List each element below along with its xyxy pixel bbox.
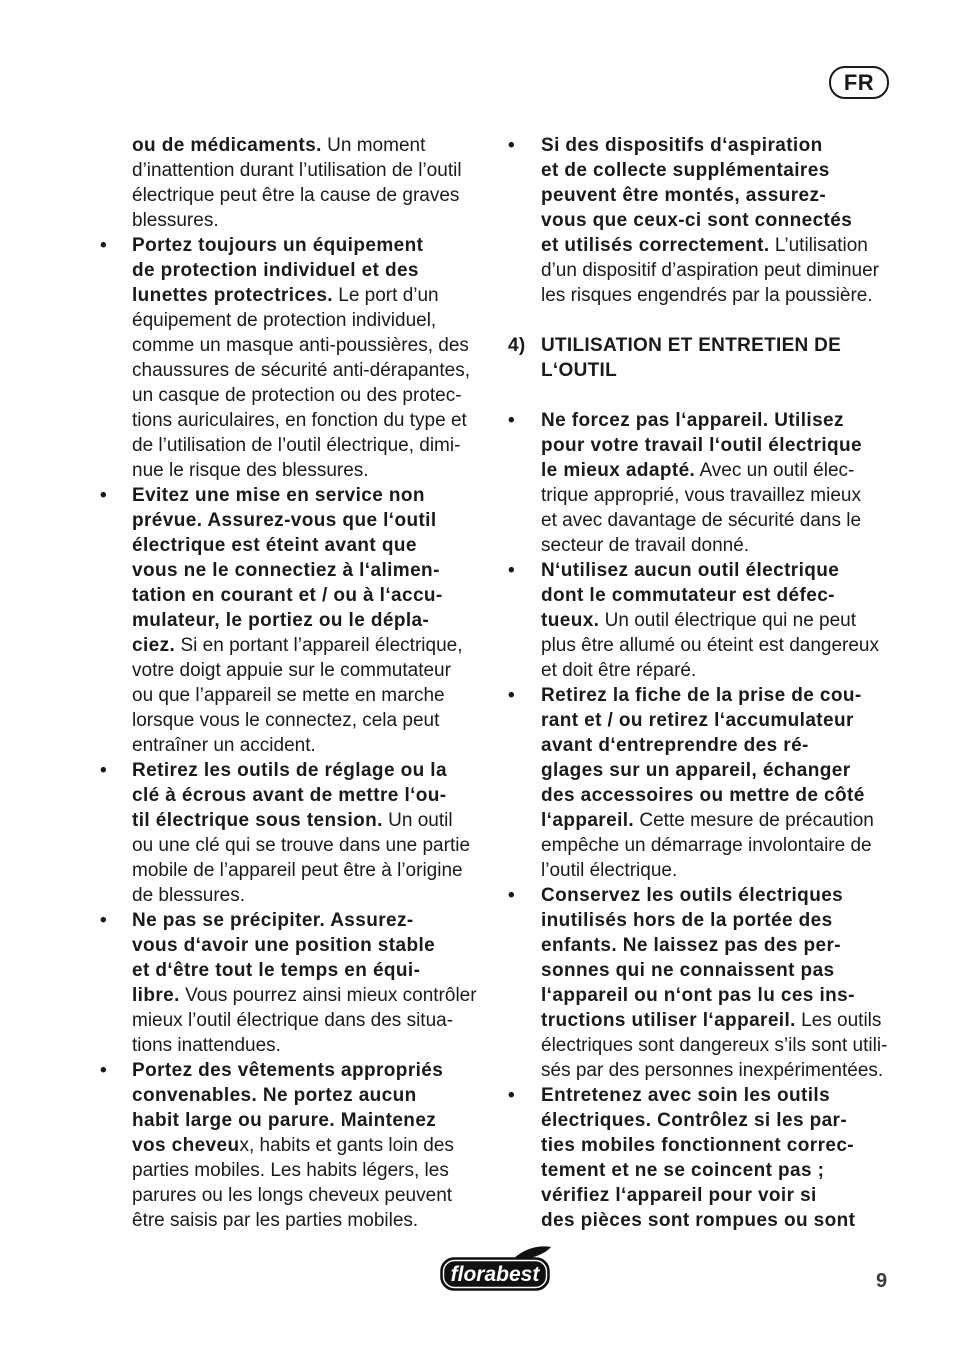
text-line bbox=[132, 383, 490, 408]
text-line bbox=[541, 633, 898, 658]
bullet-marker: • bbox=[508, 135, 515, 156]
text-line bbox=[132, 708, 490, 733]
bold-lead-text: ties mobiles fonctionnent correc- bbox=[541, 1135, 855, 1156]
body-text: tions inattendues. bbox=[132, 1035, 281, 1056]
bold-lead-text: Portez des vêtements appropriés bbox=[132, 1060, 444, 1081]
body-text: Le port d’un bbox=[332, 285, 439, 306]
text-line bbox=[132, 158, 490, 183]
bullet-item bbox=[100, 908, 490, 1058]
bullet-item bbox=[508, 883, 898, 1083]
body-text: un casque de protection ou des protec- bbox=[132, 385, 462, 406]
bold-lead-text: Ne pas se précipiter. Assurez- bbox=[132, 910, 414, 931]
left-column bbox=[100, 133, 490, 1233]
text-line bbox=[541, 233, 898, 258]
bullet-marker: • bbox=[100, 235, 107, 256]
text-line bbox=[541, 933, 898, 958]
text-line bbox=[132, 533, 490, 558]
body-text: votre doigt appuie sur le commutateur bbox=[132, 660, 451, 681]
bold-lead-text: le mieux adapté. bbox=[541, 460, 696, 481]
section-title-line: UTILISATION ET ENTRETIEN DE bbox=[541, 335, 842, 356]
text-line bbox=[132, 658, 490, 683]
body-text: secteur de travail donné. bbox=[541, 535, 750, 556]
bold-lead-text: vérifiez l‘appareil pour voir si bbox=[541, 1185, 817, 1206]
text-line bbox=[132, 283, 490, 308]
bullet-marker: • bbox=[508, 410, 515, 431]
body-text: nue le risque des blessures. bbox=[132, 460, 369, 481]
body-text: mobile de l’appareil peut être à l’origine bbox=[132, 860, 463, 881]
bullet-marker: • bbox=[508, 1085, 515, 1106]
body-text: parures ou les longs cheveux peuvent bbox=[132, 1185, 453, 1206]
text-line bbox=[132, 508, 490, 533]
bold-lead-text: vous que ceux-ci sont connectés bbox=[541, 210, 853, 231]
bold-lead-text: mulateur, le portiez ou le dépla- bbox=[132, 610, 430, 631]
body-text: de l’utilisation de l’outil électrique, dimi- bbox=[132, 435, 461, 456]
bullet-item bbox=[100, 758, 490, 908]
bold-lead-text: avant d‘entreprendre des ré- bbox=[541, 735, 809, 756]
body-text: Un moment bbox=[321, 135, 426, 156]
text-line bbox=[541, 183, 898, 208]
text-line bbox=[132, 783, 490, 808]
text-line bbox=[132, 808, 490, 833]
text-line bbox=[541, 908, 898, 933]
body-text: l’outil électrique. bbox=[541, 860, 678, 881]
text-line bbox=[541, 808, 898, 833]
text-line bbox=[541, 658, 898, 683]
page-number: 9 bbox=[876, 1270, 888, 1292]
text-line bbox=[132, 183, 490, 208]
text-line bbox=[541, 858, 898, 883]
text-line bbox=[132, 733, 490, 758]
text-line bbox=[541, 458, 898, 483]
body-text: Cette mesure de précaution bbox=[634, 810, 874, 831]
body-text: lorsque vous le connectez, cela peut bbox=[132, 710, 440, 731]
bold-lead-text: Conservez les outils électriques bbox=[541, 885, 844, 906]
text-line bbox=[541, 1108, 898, 1133]
bold-lead-text: et d‘être tout le temps en équi- bbox=[132, 960, 421, 981]
bold-lead-text: tation en courant et / ou à l‘accu- bbox=[132, 585, 443, 606]
text-line bbox=[132, 558, 490, 583]
bold-lead-text: tement et ne se coincent pas ; bbox=[541, 1160, 825, 1181]
body-text: Vous pourrez ainsi mieux contrôler bbox=[179, 985, 477, 1006]
right-column-items-before bbox=[508, 133, 898, 308]
text-line bbox=[132, 933, 490, 958]
bold-lead-text: Portez toujours un équipement bbox=[132, 235, 424, 256]
body-text: comme un masque anti-poussières, des bbox=[132, 335, 469, 356]
text-line bbox=[132, 633, 490, 658]
body-text: trique approprié, vous travaillez mieux bbox=[541, 485, 861, 506]
text-line bbox=[132, 608, 490, 633]
text-line bbox=[541, 708, 898, 733]
text-line bbox=[132, 258, 490, 283]
body-text: équipement de protection individuel, bbox=[132, 310, 437, 331]
bullet-item bbox=[508, 558, 898, 683]
bold-lead-text: Retirez les outils de réglage ou la bbox=[132, 760, 447, 781]
text-line bbox=[541, 783, 898, 808]
text-line bbox=[132, 458, 490, 483]
body-text: électrique peut être la cause de graves bbox=[132, 185, 460, 206]
body-text: Si en portant l’appareil électrique, bbox=[175, 635, 463, 656]
body-text: empêche un démarrage involontaire de bbox=[541, 835, 872, 856]
logo-text: florabest bbox=[450, 1263, 540, 1286]
bold-lead-text: N‘utilisez aucun outil électrique bbox=[541, 560, 840, 581]
bold-lead-text: Entretenez avec soin les outils bbox=[541, 1085, 831, 1106]
bullet-item bbox=[508, 683, 898, 883]
body-text: blessures. bbox=[132, 210, 219, 231]
text-line bbox=[541, 683, 898, 708]
text-line bbox=[132, 833, 490, 858]
bullet-marker: • bbox=[508, 885, 515, 906]
bold-lead-text: lunettes protectrices. bbox=[132, 285, 333, 306]
bold-lead-text: til électrique sous tension. bbox=[132, 810, 383, 831]
bold-lead-text: tueux. bbox=[541, 610, 600, 631]
bullet-marker: • bbox=[508, 560, 515, 581]
body-text: L’utilisation bbox=[769, 235, 868, 256]
text-line bbox=[132, 1083, 490, 1108]
bullet-item bbox=[508, 133, 898, 308]
text-line bbox=[541, 1058, 898, 1083]
bold-lead-text: Evitez une mise en service non bbox=[132, 485, 425, 506]
bold-lead-text: Si des dispositifs d‘aspiration bbox=[541, 135, 823, 156]
text-line bbox=[541, 158, 898, 183]
text-line bbox=[541, 258, 898, 283]
text-line bbox=[541, 483, 898, 508]
bold-lead-text: Retirez la fiche de la prise de cou- bbox=[541, 685, 862, 706]
body-text: ou que l’appareil se mette en marche bbox=[132, 685, 445, 706]
bold-lead-text: vous ne le connectiez à l‘alimen- bbox=[132, 560, 440, 581]
bullet-item bbox=[100, 1058, 490, 1233]
bold-lead-text: et de collecte supplémentaires bbox=[541, 160, 830, 181]
bold-lead-text: tructions utiliser l‘appareil. bbox=[541, 1010, 796, 1031]
text-line bbox=[132, 308, 490, 333]
bold-lead-text: l‘appareil ou n‘ont pas lu ces ins- bbox=[541, 985, 855, 1006]
bold-lead-text: de protection individuel et des bbox=[132, 260, 419, 281]
text-line bbox=[541, 583, 898, 608]
text-line bbox=[541, 833, 898, 858]
text-line bbox=[132, 1058, 490, 1083]
bullet-marker: • bbox=[100, 1060, 107, 1081]
text-line bbox=[541, 608, 898, 633]
bold-lead-text: libre. bbox=[132, 985, 180, 1006]
body-text: et doit être réparé. bbox=[541, 660, 697, 681]
text-line bbox=[541, 758, 898, 783]
text-line bbox=[132, 908, 490, 933]
bold-lead-text: des accessoires ou mettre de côté bbox=[541, 785, 865, 806]
bold-lead-text: électriques. Contrôlez si les par- bbox=[541, 1110, 848, 1131]
bold-lead-text: Ne forcez pas l‘appareil. Utilisez bbox=[541, 410, 844, 431]
bold-lead-text: ou de médicaments. bbox=[132, 135, 322, 156]
text-line bbox=[132, 358, 490, 383]
text-line bbox=[132, 483, 490, 508]
text-line bbox=[132, 233, 490, 258]
bold-lead-text: dont le commutateur est défec- bbox=[541, 585, 835, 606]
body-text: Les outils bbox=[795, 1010, 882, 1031]
left-column-items bbox=[100, 133, 490, 1233]
body-text: tions auriculaires, en fonction du type et bbox=[132, 410, 467, 431]
text-line bbox=[541, 133, 898, 158]
text-line bbox=[541, 1158, 898, 1183]
text-line bbox=[132, 858, 490, 883]
bullet-item bbox=[508, 408, 898, 558]
body-text: plus être allumé ou éteint est dangereux bbox=[541, 635, 879, 656]
text-line bbox=[541, 208, 898, 233]
bold-lead-text: prévue. Assurez-vous que l‘outil bbox=[132, 510, 437, 531]
body-text: et avec davantage de sécurité dans le bbox=[541, 510, 862, 531]
text-line bbox=[132, 983, 490, 1008]
language-badge: FR bbox=[829, 66, 889, 99]
text-line bbox=[541, 533, 898, 558]
bold-lead-text: des pièces sont rompues ou sont bbox=[541, 1210, 856, 1231]
bold-lead-text: vous d‘avoir une position stable bbox=[132, 935, 436, 956]
text-line bbox=[132, 1133, 490, 1158]
body-text: de blessures. bbox=[132, 885, 246, 906]
text-line bbox=[541, 733, 898, 758]
text-line bbox=[132, 683, 490, 708]
text-line bbox=[541, 1133, 898, 1158]
text-line bbox=[132, 958, 490, 983]
bold-lead-text: rant et / ou retirez l‘accumulateur bbox=[541, 710, 854, 731]
bold-lead-text: inutilisés hors de la portée des bbox=[541, 910, 833, 931]
text-line bbox=[541, 958, 898, 983]
text-line bbox=[541, 883, 898, 908]
section-number: 4) bbox=[508, 335, 526, 356]
text-line bbox=[541, 283, 898, 308]
bold-lead-text: peuvent être montés, assurez- bbox=[541, 185, 827, 206]
body-text: entraîner un accident. bbox=[132, 735, 316, 756]
text-line bbox=[132, 208, 490, 233]
text-line bbox=[132, 1008, 490, 1033]
body-text: sés par des personnes inexpérimentées. bbox=[541, 1060, 884, 1081]
text-line bbox=[541, 1208, 898, 1233]
body-text: parties mobiles. Les habits légers, les bbox=[132, 1160, 449, 1181]
text-line bbox=[132, 333, 490, 358]
text-line bbox=[541, 1183, 898, 1208]
body-text: d’inattention durant l’utilisation de l’outil bbox=[132, 160, 462, 181]
body-text: ou une clé qui se trouve dans une partie bbox=[132, 835, 471, 856]
body-text: être saisis par les parties mobiles. bbox=[132, 1210, 419, 1231]
body-text: chaussures de sécurité anti-dérapantes, bbox=[132, 360, 470, 381]
bold-lead-text: vos cheveu bbox=[132, 1135, 240, 1156]
bullet-marker: • bbox=[100, 760, 107, 781]
body-text: Un outil électrique qui ne peut bbox=[599, 610, 857, 631]
bullet-marker: • bbox=[100, 910, 107, 931]
text-line bbox=[132, 1183, 490, 1208]
bold-lead-text: habit large ou parure. Maintenez bbox=[132, 1110, 437, 1131]
right-column bbox=[508, 133, 898, 1233]
text-line bbox=[132, 758, 490, 783]
text-line bbox=[541, 558, 898, 583]
text-line bbox=[132, 583, 490, 608]
text-line bbox=[132, 1158, 490, 1183]
bullet-marker: • bbox=[508, 685, 515, 706]
text-line bbox=[541, 508, 898, 533]
body-text: x, habits et gants loin des bbox=[239, 1135, 454, 1156]
text-line bbox=[132, 1108, 490, 1133]
bold-lead-text: électrique est éteint avant que bbox=[132, 535, 417, 556]
text-line bbox=[132, 1033, 490, 1058]
bold-lead-text: convenables. Ne portez aucun bbox=[132, 1085, 417, 1106]
text-line bbox=[541, 408, 898, 433]
bold-lead-text: l‘appareil. bbox=[541, 810, 635, 831]
bold-lead-text: glages sur un appareil, échanger bbox=[541, 760, 851, 781]
right-column-items bbox=[508, 408, 898, 1233]
text-line bbox=[132, 433, 490, 458]
bold-lead-text: enfants. Ne laissez pas des per- bbox=[541, 935, 842, 956]
bullet-item bbox=[508, 1083, 898, 1233]
bullet-item bbox=[100, 133, 490, 233]
bold-lead-text: sonnes qui ne connaissent pas bbox=[541, 960, 835, 981]
body-text: d’un dispositif d’aspiration peut diminuer bbox=[541, 260, 879, 281]
body-text: Un outil bbox=[382, 810, 453, 831]
text-line bbox=[132, 1208, 490, 1233]
text-line bbox=[541, 1033, 898, 1058]
text-line bbox=[541, 433, 898, 458]
text-line bbox=[541, 1083, 898, 1108]
section-heading bbox=[508, 333, 898, 383]
body-text: les risques engendrés par la poussière. bbox=[541, 285, 873, 306]
bold-lead-text: pour votre travail l‘outil électrique bbox=[541, 435, 862, 456]
text-line bbox=[132, 408, 490, 433]
bullet-marker: • bbox=[100, 485, 107, 506]
bold-lead-text: clé à écrous avant de mettre l‘ou- bbox=[132, 785, 447, 806]
bullet-item bbox=[100, 483, 490, 758]
bullet-item bbox=[100, 233, 490, 483]
bold-lead-text: et utilisés correctement. bbox=[541, 235, 770, 256]
text-line bbox=[132, 133, 490, 158]
florabest-logo bbox=[439, 1245, 553, 1293]
body-text: Avec un outil élec- bbox=[695, 460, 855, 481]
text-line bbox=[541, 983, 898, 1008]
text-line bbox=[541, 1008, 898, 1033]
body-text: mieux l’outil électrique dans des situa- bbox=[132, 1010, 454, 1031]
bold-lead-text: ciez. bbox=[132, 635, 176, 656]
section-title-line: L‘OUTIL bbox=[541, 360, 617, 381]
body-text: électriques sont dangereux s’ils sont utili- bbox=[541, 1035, 888, 1056]
text-line bbox=[132, 883, 490, 908]
